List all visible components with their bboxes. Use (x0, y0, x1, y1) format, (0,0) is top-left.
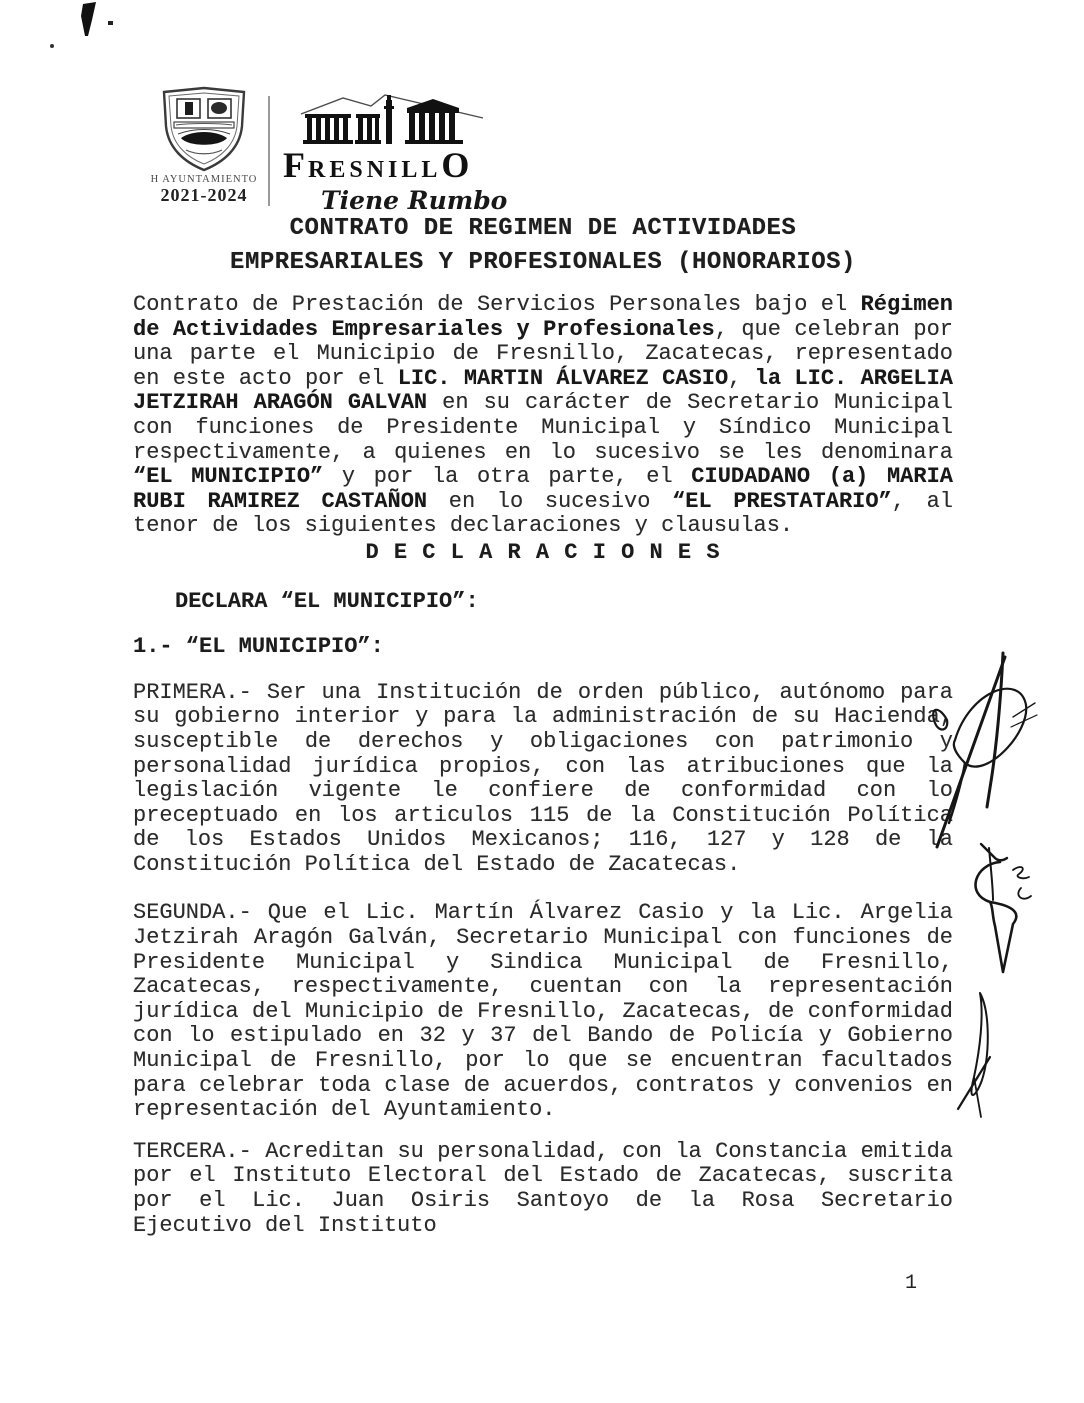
signature-mark-2 (945, 840, 1045, 980)
bridge-monument-icon (283, 92, 493, 148)
seal-years: 2021-2024 (160, 185, 248, 205)
brand-tagline: Tiene Rumbo (321, 186, 508, 215)
text-segment: “EL MUNICIPIO” (133, 464, 324, 490)
fresnillo-logo (283, 92, 523, 214)
brand-letter: O (441, 145, 473, 185)
clause-primera: PRIMERA.- Ser una Institución de orden público, autónomo para su gobierno interior y para la administración de su Hacienda, susceptible de derechos y obligaciones con patrimonio y personalidad jurídica propios, con las atribuciones que la legislación vigente le confiere de conformidad con lo preceptuado en los articulos 115 de la Constitución Política de los Estados Unidos Mexicanos; 116, 127 y 128 de la Constitución Política del Estado de Zacatecas. (133, 679, 953, 877)
text-segment: en su carácter de Secretario Municipal con funciones de Presidente Municipal y Síndico Municipal respectivamente, a quienes en lo sucesivo se les denominara (133, 390, 954, 465)
title-line-2: EMPRESARIALES Y PROFESIONALES (HONORARIOS) (230, 249, 856, 276)
text-segment: en lo sucesivo (427, 488, 673, 514)
ink-mark (45, 2, 125, 54)
text-segment: Contrato de Prestación de Servicios Personales bajo el (133, 292, 861, 317)
text-segment: , que celebran por una parte el Municipio de Fresnillo, Zacatecas, representado en este acto por el (133, 316, 953, 391)
brand-letters: RESNILL (308, 157, 442, 183)
text-segment: “EL PRESTATARIO” (672, 488, 892, 514)
seal-text: H AYUNTAMIENTO (150, 174, 258, 185)
text-segment: y por la otra parte, el (323, 464, 692, 490)
text-segment: , (728, 365, 755, 391)
text-segment: la LIC. ARGELIA JETZIRAH ARAGÓN GALVAN (133, 365, 953, 416)
contract-body (133, 293, 953, 1238)
signature-mark-3 (950, 985, 1012, 1123)
declaraciones-heading: D E C L A R A C I O N E S (365, 539, 721, 565)
logo-divider (268, 96, 270, 206)
text-segment: Régimen de Actividades Empresariales y Profesionales (133, 292, 953, 342)
coat-of-arms-icon (154, 86, 254, 172)
text-segment: , al tenor de los siguientes declaraciones y clausulas. (133, 488, 954, 539)
document-title (133, 212, 953, 280)
page-number: 1 (905, 1272, 918, 1295)
brand-letter: F (283, 145, 308, 185)
text-segment: CIUDADANO (a) MARIA RUBI RAMIREZ CASTAÑON (133, 464, 953, 514)
title-line-1: CONTRATO DE REGIMEN DE ACTIVIDADES (289, 215, 797, 242)
declara-municipio-heading: DECLARA “EL MUNICIPIO”: (175, 588, 479, 614)
clause-segunda: SEGUNDA.- Que el Lic. Martín Álvarez Casio y la Lic. Argelia Jetzirah Aragón Galván, Secretario Municipal con funciones de Presidente Municipal y Sindica Municipal de Fresnillo, Zacatecas, respectivamente, cuentan con la representación jurídica del Municipio de Fresnillo, Zacatecas, de conformidad con lo estipulado en 32 y 37 del Bando de Policía y Gobierno Municipal de Fresnillo, por lo que se encuentran facultados para celebrar toda clase de acuerdos, contratos y convenios en representación del Ayuntamiento. (133, 900, 953, 1123)
brand-wordmark (283, 145, 523, 188)
municipal-seal (148, 86, 260, 206)
item-1-heading: 1.- “EL MUNICIPIO”: (133, 634, 384, 660)
text-segment: LIC. MARTIN ÁLVAREZ CASIO (397, 365, 729, 391)
clause-tercera: TERCERA.- Acreditan su personalidad, con la Constancia emitida por el Instituto Electoral del Estado de Zacatecas, suscrita por el Lic. Juan Osiris Santoyo de la Rosa Secretario Ejecutivo del Instituto (133, 1138, 953, 1238)
signature-mark-1 (925, 645, 1050, 860)
intro-paragraph (133, 293, 953, 539)
